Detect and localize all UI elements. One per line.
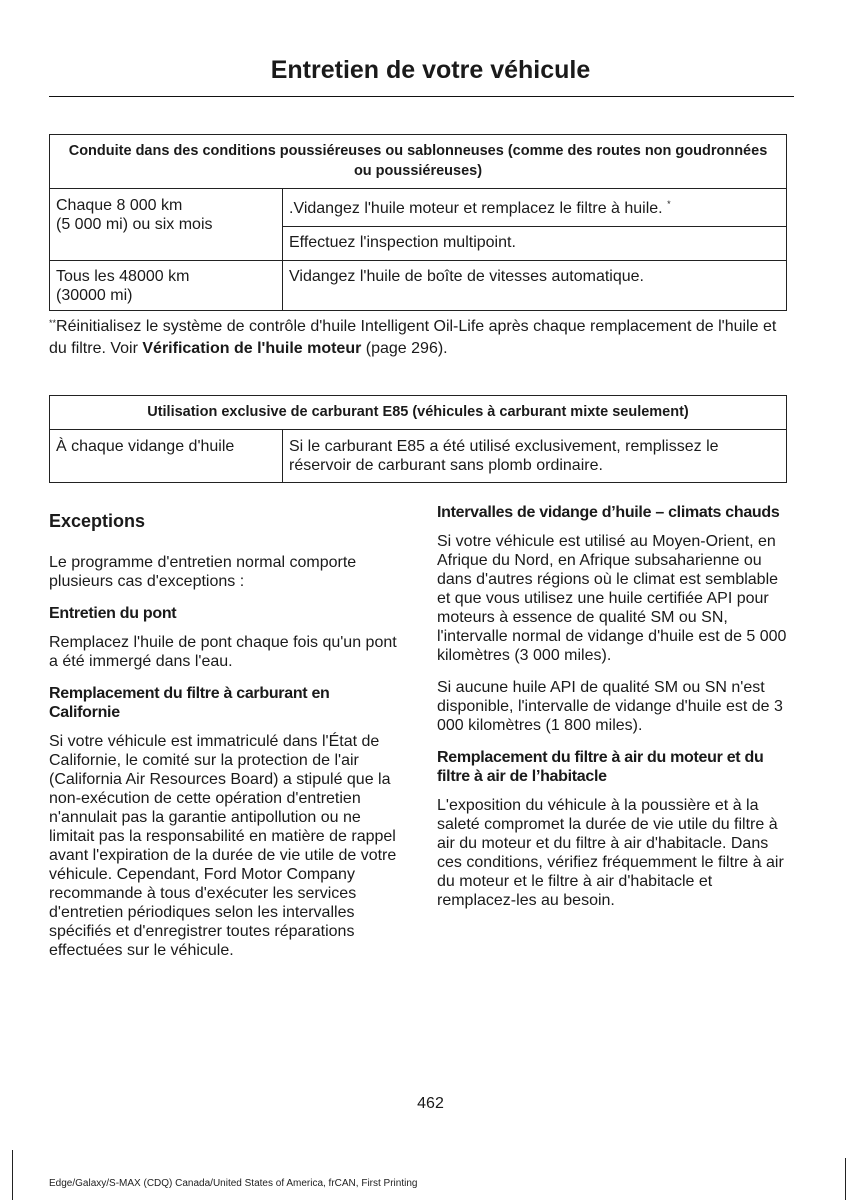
crop-mark [845,1158,846,1200]
paragraph: Si votre véhicule est immatriculé dans l'État de Californie, le comité sur la protection de l'air (California Air Resources Board) a stipulé que la non-exécution de cette opération d'entretien n'annulait pas la garantie antipollution ou ne limitait pas la responsabilité en matière de rappel avant l'expiration de la durée de vie utile de votre véhicule. Cependant, Ford Motor Company recommande à tous d'exécuter les services d'entretien périodiques selon les intervalles spécifiés et d'enregistrer toutes réparations effectuées sur le véhicule. [49,733,397,959]
paragraph: Si aucune huile API de qualité SM ou SN n'est disponible, l'intervalle de vidange d'huile est de 3 000 kilomètres (1 800 miles). [437,679,783,734]
paragraph: L'exposition du véhicule à la poussière et à la saleté compromet la durée de vie utile du filtre à air du moteur et du filtre à air d'habitacle. Dans ces conditions, vérifiez fréquemment le filtre à air du moteur et le filtre à air d'habitacle et remplacez-les au besoin. [437,797,784,909]
crop-mark [12,1150,13,1200]
paragraph: Le programme d'entretien normal comporte plusieurs cas d'exceptions : [49,554,357,590]
paragraph: Remplacez l'huile de pont chaque fois qu'un pont a été immergé dans l'eau. [49,634,397,670]
edition-footer: Edge/Galaxy/S-MAX (CDQ) Canada/United States of America, frCAN, First Printing [49,1178,418,1189]
action-cell [283,189,787,227]
footnote-page-ref: (page 296). [361,340,448,357]
dusty-conditions-table [49,134,787,311]
table-heading: Conduite dans des conditions poussiéreuses ou sablonneuses (comme des routes non goudronnées ou poussiéreuses) [50,135,787,189]
subheading: Remplacement du filtre à carburant en Californie [49,685,330,721]
footnote-text: Réinitialisez le système de contrôle d'huile Intelligent Oil-Life après chaque remplacement de l'huile et du filtre. Voir [49,318,777,357]
page-number: 462 [417,1095,444,1112]
action-cell: Effectuez l'inspection multipoint. [283,227,787,261]
interval-cell: Chaque 8 000 km (5 000 mi) ou six mois [50,189,283,261]
action-text: .Vidangez l'huile moteur et remplacez le filtre à huile. [289,200,668,217]
e85-fuel-table [49,395,787,483]
table-row [50,430,787,483]
footnote [49,316,794,360]
left-column [49,510,401,973]
footnote-mark: * [667,199,671,209]
subheading: Intervalles de vidange d’huile – climats chauds [437,504,780,521]
section-heading: Exceptions [49,511,146,531]
page-title: Entretien de votre véhicule [270,56,591,84]
table-row [50,261,787,311]
interval-cell: Tous les 48000 km (30000 mi) [50,261,283,311]
cross-reference-link[interactable]: Vérification de l'huile moteur [142,340,362,357]
table-row [50,189,787,227]
action-cell: Vidangez l'huile de boîte de vitesses automatique. [283,261,787,311]
footnote-mark: ** [49,318,57,328]
right-column [437,503,789,923]
action-cell: Si le carburant E85 a été utilisé exclusivement, remplissez le réservoir de carburant sans plomb ordinaire. [283,430,787,483]
subheading: Remplacement du filtre à air du moteur et du filtre à air de l’habitacle [437,749,764,785]
interval-cell: À chaque vidange d'huile [50,430,283,483]
title-divider [49,96,794,97]
paragraph: Si votre véhicule est utilisé au Moyen-Orient, en Afrique du Nord, en Afrique subsaharienne ou dans d'autres régions où le climat est semblable et que vous utilisez une huile certifiée API pour moteurs à essence de qualité SM ou SN, l'intervalle normal de vidange d'huile est de 5 000 kilomètres (3 000 miles). [437,533,787,664]
table-heading: Utilisation exclusive de carburant E85 (véhicules à carburant mixte seulement) [50,396,787,430]
subheading: Entretien du pont [49,605,177,622]
